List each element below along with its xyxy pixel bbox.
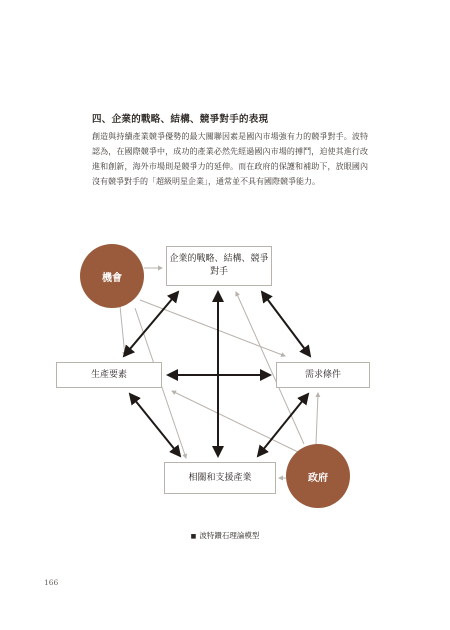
node-factor-conditions: 生產要素	[56, 362, 162, 388]
caption-square-icon: ■	[190, 533, 197, 540]
node-government: 政府	[286, 444, 350, 508]
arrow-strategy-factor	[124, 292, 178, 356]
node-related-supporting-industries: 相關和支援產業	[164, 462, 276, 494]
arrow-chance-factor	[120, 306, 125, 356]
node-strategy-structure-rivalry: 企業的戰略、結構、競爭對手	[166, 246, 272, 286]
caption-text: 波特鑽石理論模型	[199, 531, 260, 540]
arrow-chance-demand	[140, 300, 285, 356]
page-number: 166	[44, 578, 59, 587]
section-heading: 四、企業的戰略、結構、競爭對手的表現	[92, 114, 269, 125]
figure-caption	[0, 530, 450, 541]
arrow-strategy-demand	[262, 292, 310, 356]
arrow-gov-demand	[316, 393, 318, 444]
arrow-gov-factor	[172, 391, 298, 452]
node-demand-conditions: 需求條件	[276, 362, 370, 388]
arrow-factor-related	[130, 394, 180, 456]
body-paragraph: 創造與持續產業競爭優勢的最大關聯因素是國內市場強有力的競爭對手。波特認為，在國際競爭中，成功的產業必然先經過國內市場的搏鬥，迫使其進行改進和創新，海外市場則是競爭力的延伸。而在政府的保護和補助下，放眼國內沒有競爭對手的「超級明星企業」，通常並不具有國際競爭能力。	[92, 132, 368, 186]
node-chance: 機會	[80, 244, 144, 308]
arrow-demand-related	[258, 394, 308, 456]
